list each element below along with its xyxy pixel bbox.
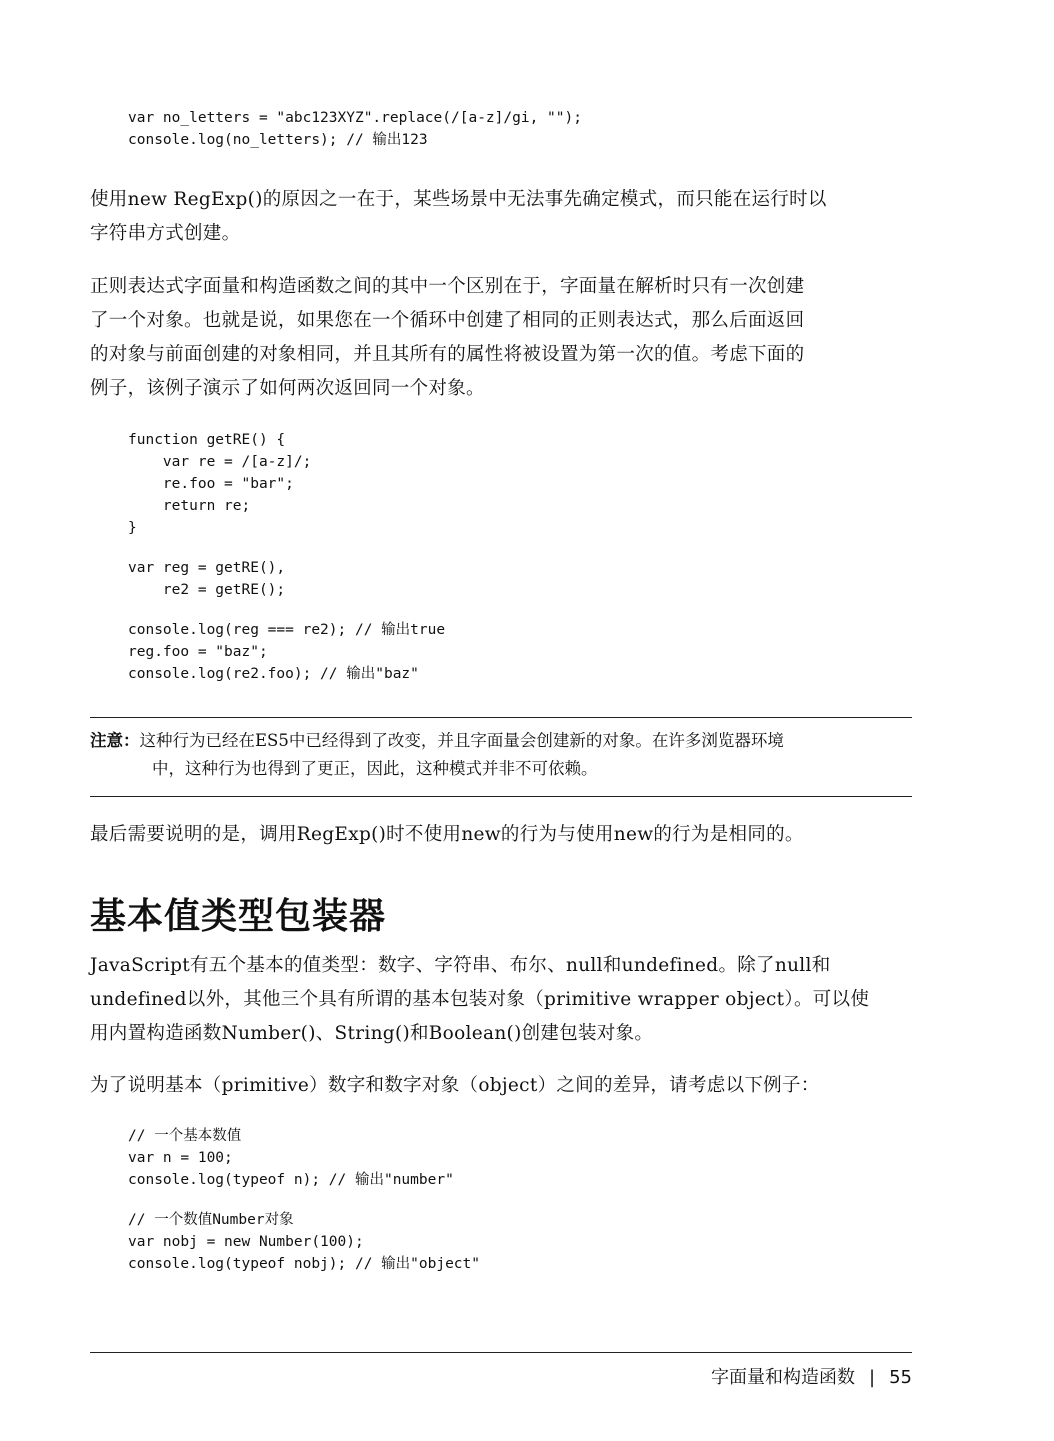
text-line: console.log(reg === re2); // 输出true: [128, 622, 446, 638]
text-line: [128, 601, 950, 619]
code-block-number-object: [128, 1125, 950, 1275]
text-line: function getRE() {: [128, 432, 286, 448]
text-line: [128, 1191, 950, 1209]
note-top-rule: [90, 717, 912, 718]
text-line: // 一个基本数值: [128, 1128, 242, 1144]
paragraph-regexp-without-new: [90, 818, 912, 852]
text-line: // 一个数值Number对象: [128, 1212, 294, 1228]
note-text-line1: 这种行为已经在ES5中已经得到了改变，并且字面量会创建新的对象。在许多浏览器环境: [139, 731, 784, 750]
note-bottom-rule: [90, 796, 912, 797]
paragraph-literal-vs-constructor: [90, 270, 912, 406]
text-line: 的对象与前面创建的对象相同，并且其所有的属性将被设置为第一次的值。考虑下面的: [90, 344, 805, 365]
text-line: console.log(re2.foo); // 输出"baz": [128, 666, 419, 682]
text-line: console.log(typeof nobj); // 输出"object": [128, 1256, 481, 1272]
text-line: var re = /[a-z]/;: [128, 454, 312, 470]
section-heading: 基本值类型包装器: [90, 896, 387, 937]
text-line: }: [128, 520, 137, 536]
text-line: 使用new RegExp()的原因之一在于，某些场景中无法事先确定模式，而只能在运行时以: [90, 189, 827, 210]
footer-rule: [90, 1352, 912, 1353]
text-line: 例子，该例子演示了如何两次返回同一个对象。: [90, 378, 485, 399]
text-line: var reg = getRE(),: [128, 560, 286, 576]
text-line: 字符串方式创建。: [90, 223, 241, 244]
text-line: undefined以外，其他三个具有所谓的基本包装对象（primitive wrapper object）。可以使: [90, 989, 870, 1010]
text-line: 了一个对象。也就是说，如果您在一个循环中创建了相同的正则表达式，那么后面返回: [90, 310, 805, 331]
text-line: var n = 100;: [128, 1150, 233, 1166]
text-line: 正则表达式字面量和构造函数之间的其中一个区别在于，字面量在解析时只有一次创建: [90, 276, 805, 297]
text-line: var nobj = new Number(100);: [128, 1234, 364, 1250]
page-number: 55: [889, 1367, 912, 1388]
text-line: 最后需要说明的是，调用RegExp()时不使用new的行为与使用new的行为是相同的。: [90, 824, 804, 845]
paragraph-primitive-types: [90, 949, 912, 1051]
text-line: console.log(no_letters); // 输出123: [128, 132, 428, 148]
text-line: var no_letters = "abc123XYZ".replace(/[a-z]/gi, "");: [128, 110, 582, 126]
footer-separator: |: [869, 1367, 876, 1388]
text-line: return re;: [128, 498, 251, 514]
page-footer: [711, 1363, 912, 1389]
text-line: JavaScript有五个基本的值类型：数字、字符串、布尔、null和undefined。除了null和: [90, 955, 831, 976]
text-line: [128, 539, 950, 557]
paragraph-primitive-example-intro: [90, 1069, 912, 1103]
footer-section-title: 字面量和构造函数: [711, 1367, 856, 1388]
text-line: 用内置构造函数Number()、String()和Boolean()创建包装对象。: [90, 1023, 654, 1044]
paragraph-regexp-reason: [90, 183, 912, 251]
note-box: [90, 727, 912, 783]
text-line: re.foo = "bar";: [128, 476, 294, 492]
text-line: re2 = getRE();: [128, 582, 286, 598]
note-label: 注意：: [90, 731, 140, 750]
code-block-no-letters: [128, 107, 950, 151]
text-line: reg.foo = "baz";: [128, 644, 268, 660]
note-text-line2: 中，这种行为也得到了更正，因此，这种模式并非不可依赖。: [152, 759, 598, 778]
code-block-getre: [128, 429, 950, 685]
text-line: console.log(typeof n); // 输出"number": [128, 1172, 454, 1188]
text-line: 为了说明基本（primitive）数字和数字对象（object）之间的差异，请考虑以下例子：: [90, 1075, 820, 1096]
